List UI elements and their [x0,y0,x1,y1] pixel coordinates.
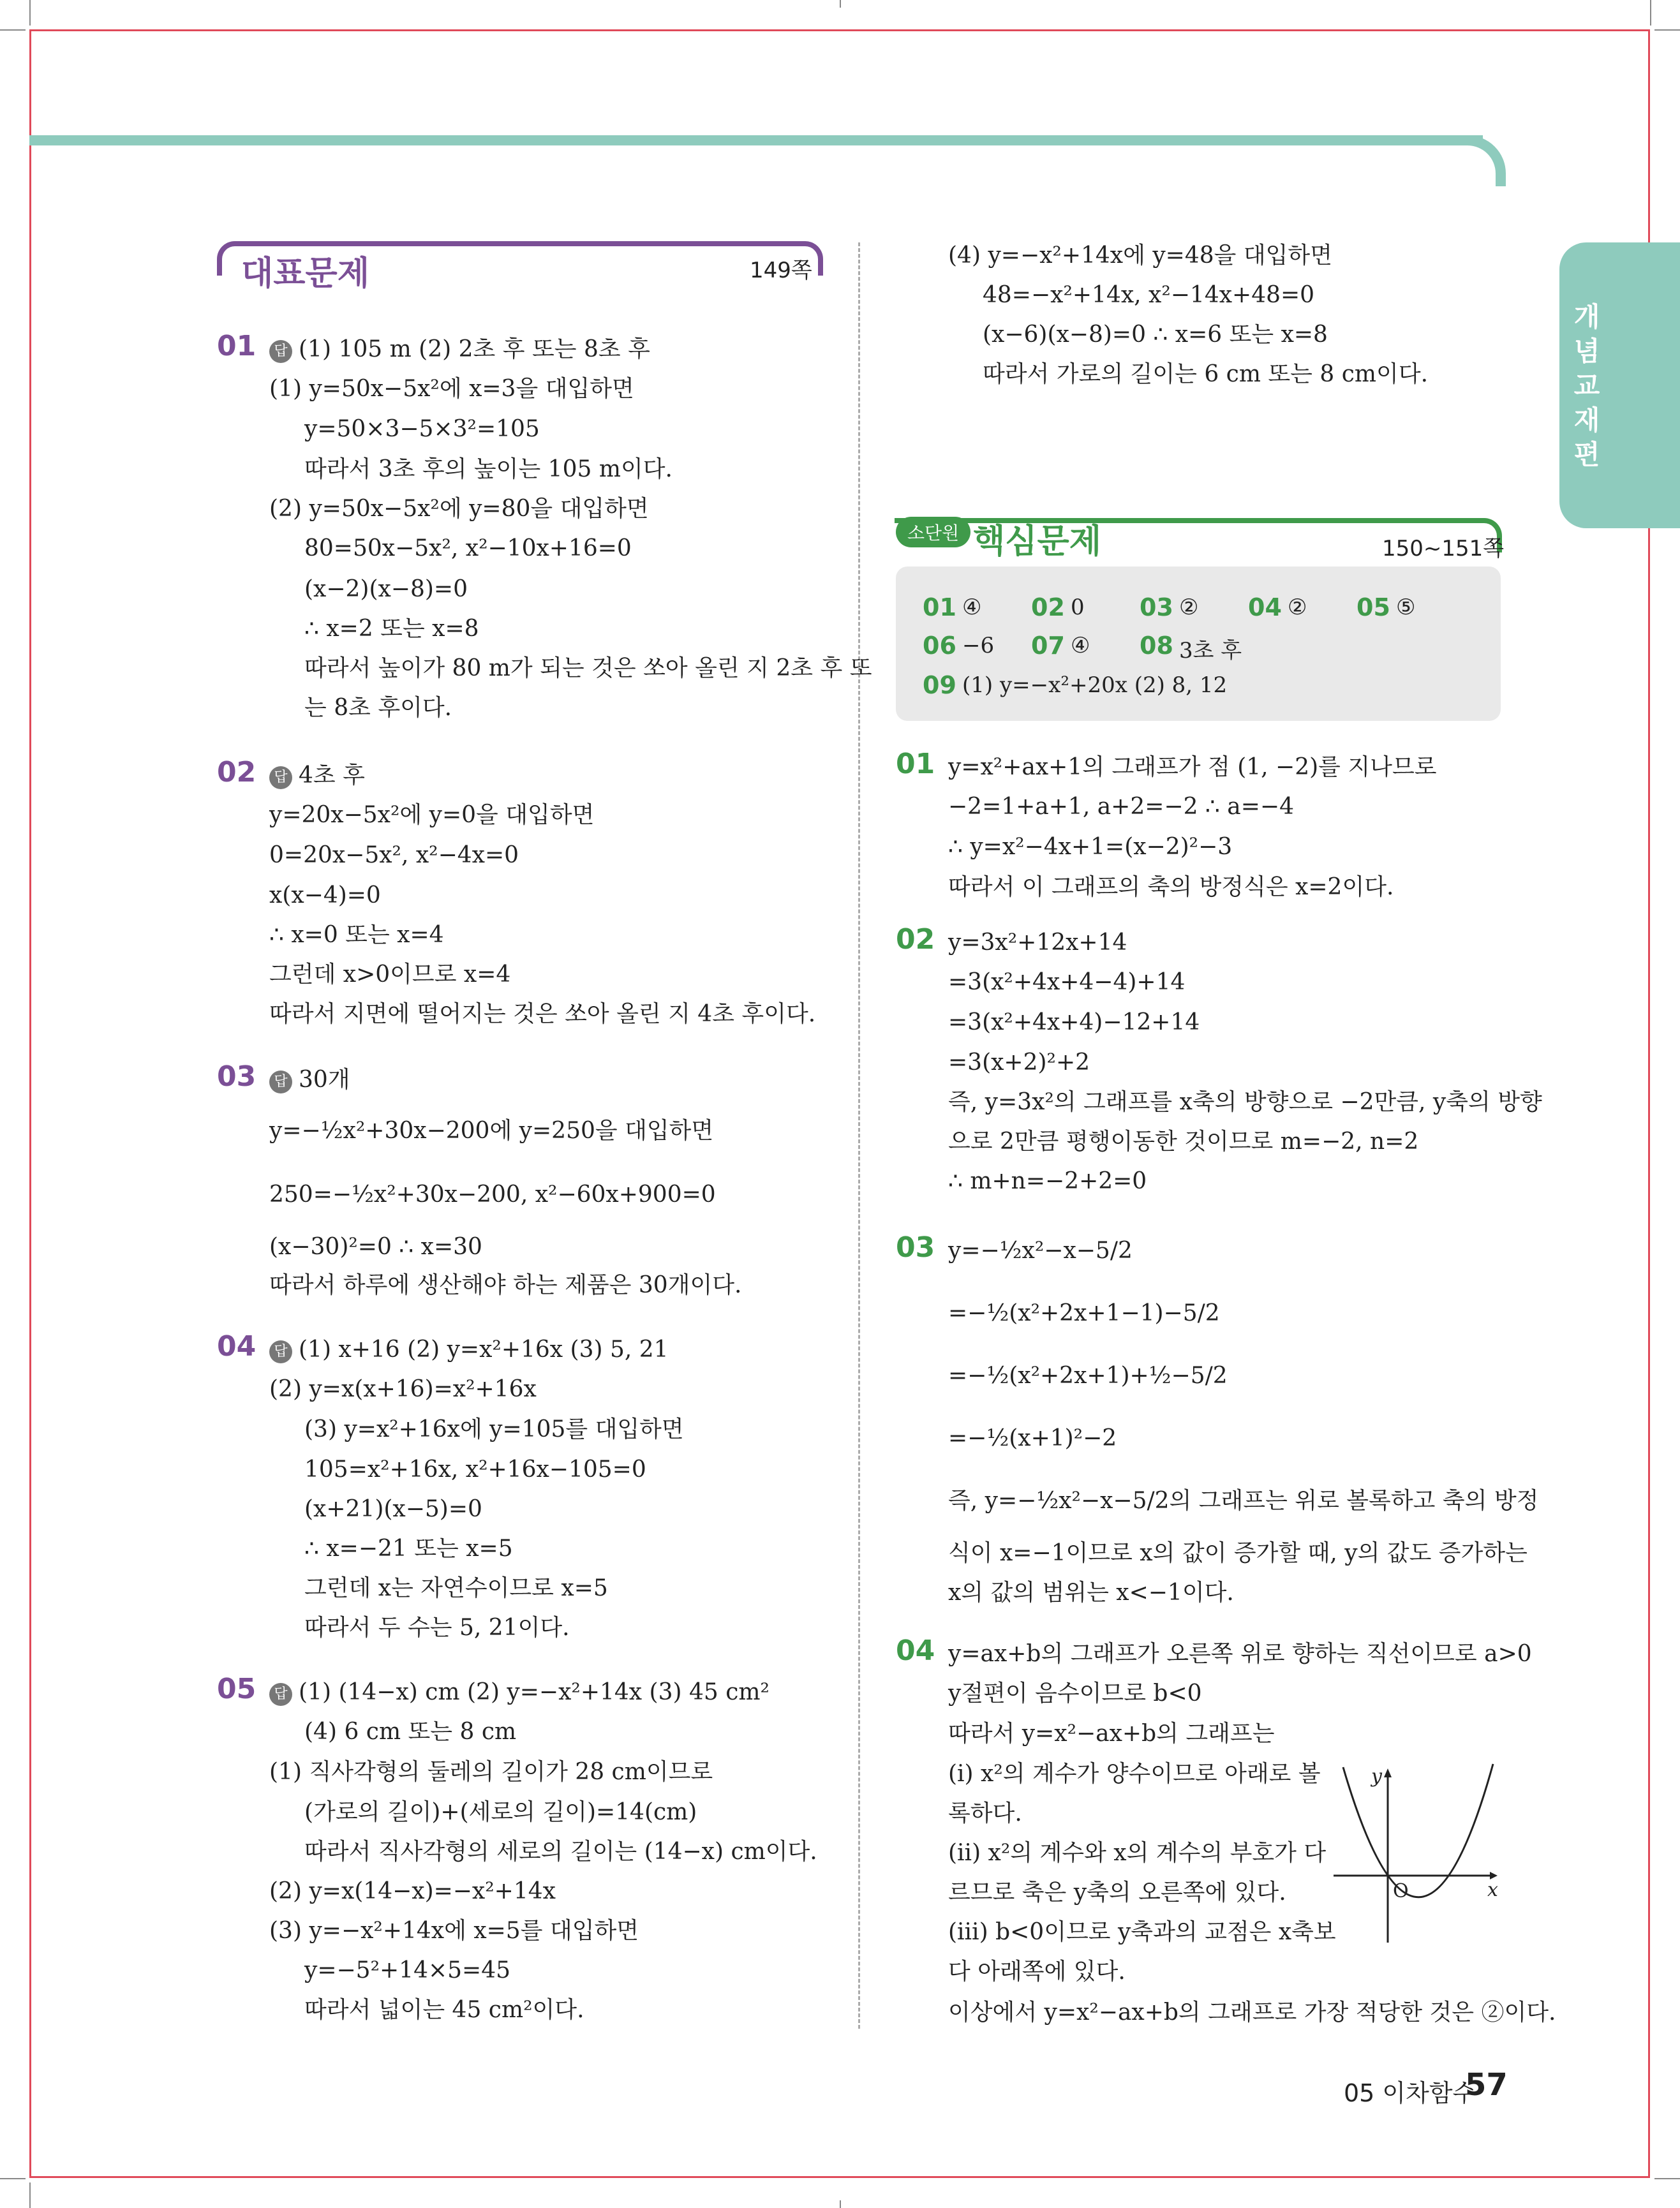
top-decorative-bar [29,135,1483,145]
answer-key-number: 08 [1140,632,1173,660]
answer-icon: 답 [269,1340,292,1363]
solution-text: 따라서 하루에 생산해야 하는 제품은 30개이다. [269,1272,742,1298]
solution-line: =−½(x²+2x+1)+½−5/2 [948,1363,1228,1389]
solution-text: 4초 후 [299,762,365,789]
solution-text: (1) 직사각형의 둘레의 길이가 28 cm이므로 [269,1759,713,1785]
problem-number: 05 [217,1673,256,1705]
y-axis-arrow [1384,1768,1392,1777]
solution-text: (1) (14−x) cm (2) y=−x²+14x (3) 45 cm² [299,1679,769,1705]
right-page-ref: 150~151쪽 [1382,536,1505,561]
solution-text: (1) y=50x−5x²에 x=3을 대입하면 [269,376,634,402]
problem-number: 02 [896,923,935,956]
solution-line [269,1375,537,1404]
solution-text: 따라서 두 수는 5, 21이다. [304,1615,570,1641]
solution-text: 0=20x−5x², x²−4x=0 [269,842,519,868]
footer-page-number: 57 [1465,2067,1508,2103]
answer-key-value: (1) y=−x²+20x (2) 8, 12 [962,672,1228,698]
left-section-title: 대표문제 [241,255,369,293]
solution-line: (ⅰ) x²의 계수가 양수이므로 아래로 볼 [948,1761,1321,1787]
solution-text: (4) 6 cm 또는 8 cm [304,1719,517,1745]
answer-key-number: 04 [1248,593,1282,621]
right-section-title: 핵심문제 [973,522,1101,561]
solution-line: =3(x²+4x+4−4)+14 [948,969,1186,995]
solution-text: (1) 105 m (2) 2초 후 또는 8초 후 [299,336,650,362]
solution-text: 따라서 3초 후의 높이는 105 m이다. [304,456,673,482]
footer-section: 05 이차함수 [1344,2079,1476,2107]
answer-key-number: 01 [923,593,956,621]
column-divider [858,242,860,2029]
solution-line [304,1495,482,1524]
answer-key-number: 03 [1140,593,1173,621]
solution-line: ∴ m+n=−2+2=0 [948,1168,1147,1194]
answer-key-value: 0 [1071,595,1085,620]
solution-text: 따라서 넓이는 45 cm²이다. [304,1997,584,2023]
solution-line: 식이 x=−1이므로 x의 값이 증가할 때, y의 값도 증가하는 [948,1540,1528,1566]
solution-line: 으로 2만큼 평행이동한 것이므로 m=−2, n=2 [948,1129,1419,1155]
solution-text: y=20x−5x²에 y=0을 대입하면 [269,802,595,828]
solution-line: 다 아래쪽에 있다. [948,1959,1126,1985]
solution-line [304,614,479,644]
solution-line: 따라서 y=x²−ax+b의 그래프는 [948,1721,1275,1747]
solution-text: 그런데 x는 자연수이므로 x=5 [304,1575,608,1601]
solution-text: (가로의 길이)+(세로의 길이)=14(cm) [304,1799,697,1825]
solution-line [269,1116,713,1146]
solution-line: 즉, y=3x²의 그래프를 x축의 방향으로 −2만큼, y축의 방향 [948,1089,1542,1115]
answer-key-value: −6 [962,633,995,658]
answer-icon: 답 [269,1071,292,1093]
solution-line [269,1877,556,1906]
solution-line [304,1996,584,2025]
solution-line: y=x²+ax+1의 그래프가 점 (1, −2)를 지나므로 [948,754,1437,780]
problem-number: 02 [217,756,256,789]
x-axis-label: x [1487,1879,1498,1901]
solution-line [269,921,444,950]
answer-icon: 답 [269,1683,292,1706]
answer-key-value: ④ [1071,633,1090,658]
answer-key-value: ② [1179,595,1199,620]
solution-line: 록하다. [948,1800,1022,1826]
solution-line [304,534,632,563]
answer-key-value: 3초 후 [1179,638,1242,663]
solution-line [304,693,452,723]
problem-number: 03 [217,1060,256,1093]
problem-number: 01 [896,748,935,780]
solution-line [269,1678,769,1707]
solution-line: 이상에서 y=x²−ax+b의 그래프로 가장 적당한 것은 ②이다. [948,1999,1556,2026]
solution-line [304,1798,697,1827]
solution-text: (2) y=x(x+16)=x²+16x [269,1376,537,1402]
answer-key-number: 05 [1357,593,1390,621]
solution-line [269,1758,713,1787]
solution-line [304,1534,513,1564]
solution-line: (ⅲ) b<0이므로 y축과의 교점은 x축보 [948,1919,1336,1945]
solution-text: y=−5²+14×5=45 [304,1957,511,1983]
solution-line [304,575,468,604]
solution-line: y=−½x²−x−5/2 [948,1238,1133,1264]
solution-text: 는 8초 후이다. [304,695,452,721]
solution-line [269,1271,741,1300]
solution-line: 즉, y=−½x²−x−5/2의 그래프는 위로 볼록하고 축의 방정 [948,1488,1539,1514]
solution-line: =−½(x+1)²−2 [948,1425,1117,1451]
parabola-curve [1343,1764,1493,1897]
y-axis-label: y [1371,1765,1382,1788]
problem-number: 01 [217,330,256,362]
solution-line: =−½(x²+2x+1−1)−5/2 [948,1300,1220,1326]
solution-line: 48=−x²+14x, x²−14x+48=0 [983,282,1315,308]
solution-text: (1) x+16 (2) y=x²+16x (3) 5, 21 [299,1337,669,1363]
solution-line [269,841,519,870]
solution-text: x(x−4)=0 [269,882,381,908]
solution-line [269,761,365,790]
answer-key-value: ② [1288,595,1307,620]
problem-number: 04 [217,1330,256,1363]
solution-line [269,960,510,989]
solution-line: y절편이 음수이므로 b<0 [948,1680,1202,1707]
solution-line [269,801,594,830]
solution-line: 따라서 가로의 길이는 6 cm 또는 8 cm이다. [983,361,1429,387]
solution-text: (3) y=x²+16x에 y=105를 대입하면 [304,1416,684,1442]
solution-line [304,1455,646,1485]
answer-key-number: 02 [1031,593,1065,621]
solution-line [304,1574,608,1603]
solution-line [304,1956,510,1985]
solution-line [304,1613,570,1643]
solution-line [269,1000,815,1029]
solution-line: (4) y=−x²+14x에 y=48을 대입하면 [948,242,1332,269]
side-tab-label: 개 념 교 재 편 [1573,301,1600,470]
solution-text: (2) y=50x−5x²에 y=80을 대입하면 [269,496,649,522]
solution-text: (x−30)²=0 ∴ x=30 [269,1234,482,1260]
solution-line [269,1916,639,1946]
solution-line [269,335,650,364]
solution-line [269,494,649,524]
answer-icon: 답 [269,766,292,789]
solution-text: 그런데 x>0이므로 x=4 [269,961,511,988]
parabola-graph [1330,1761,1503,1946]
solution-line [269,1233,482,1262]
solution-line: 르므로 축은 y축의 오른쪽에 있다. [948,1879,1286,1906]
solution-line [269,1335,669,1365]
problem-number: 04 [896,1634,935,1667]
solution-text: 80=50x−5x², x²−10x+16=0 [304,535,632,561]
solution-text: 따라서 지면에 떨어지는 것은 쏘아 올린 지 4초 후이다. [269,1001,816,1027]
solution-line: −2=1+a+1, a+2=−2 ∴ a=−4 [948,794,1294,820]
solution-text: ∴ x=0 또는 x=4 [269,922,444,948]
solution-line [269,1065,350,1095]
problem-number: 03 [896,1231,935,1264]
solution-line: 따라서 이 그래프의 축의 방정식은 x=2이다. [948,874,1394,900]
solution-text: 105=x²+16x, x²+16x−105=0 [304,1456,646,1483]
solution-text: ∴ x=2 또는 x=8 [304,616,479,642]
solution-text: y=50×3−5×3²=105 [304,416,540,442]
solution-text: (x−2)(x−8)=0 [304,576,468,602]
left-page-ref: 149쪽 [750,258,812,283]
solution-line [304,455,673,484]
solution-text: 250=−½x²+30x−200, x²−60x+900=0 [269,1182,716,1208]
solution-line: =3(x+2)²+2 [948,1049,1090,1076]
solution-line: x의 값의 범위는 x<−1이다. [948,1580,1234,1606]
solution-text: 따라서 직사각형의 세로의 길이는 (14−x) cm이다. [304,1839,817,1865]
solution-text: (2) y=x(14−x)=−x²+14x [269,1878,556,1904]
solution-line: =3(x²+4x+4)−12+14 [948,1009,1200,1035]
solution-text: (x+21)(x−5)=0 [304,1496,482,1522]
solution-text: ∴ x=−21 또는 x=5 [304,1536,513,1562]
solution-line [304,654,872,683]
answer-key-value: ⑤ [1396,595,1416,620]
solution-text: 따라서 높이가 80 m가 되는 것은 쏘아 올린 지 2초 후 또 [304,655,872,681]
answer-key-number: 09 [923,671,956,699]
solution-line: (x−6)(x−8)=0 ∴ x=6 또는 x=8 [983,322,1328,348]
solution-line [269,881,381,910]
answer-key-value: ④ [962,595,982,620]
solution-text: (3) y=−x²+14x에 x=5를 대입하면 [269,1918,639,1944]
solution-text: 30개 [299,1067,350,1093]
solution-line [269,374,634,404]
solution-line: ∴ y=x²−4x+1=(x−2)²−3 [948,834,1233,860]
origin-label: O [1393,1880,1409,1902]
answer-key-number: 06 [923,632,956,660]
solution-text: y=−½x²+30x−200에 y=250을 대입하면 [269,1118,714,1144]
solution-line [269,1180,716,1210]
solution-line: y=ax+b의 그래프가 오른쪽 위로 향하는 직선이므로 a>0 [948,1641,1532,1667]
solution-line [304,1837,817,1867]
solution-line: y=3x²+12x+14 [948,930,1127,956]
answer-icon: 답 [269,340,292,363]
solution-line: (ⅱ) x²의 계수와 x의 계수의 부호가 다 [948,1840,1327,1866]
solution-line [304,415,540,444]
answer-key-number: 07 [1031,632,1065,660]
subunit-badge: 소단원 [896,517,970,547]
solution-line [304,1415,684,1444]
solution-line [304,1717,516,1747]
